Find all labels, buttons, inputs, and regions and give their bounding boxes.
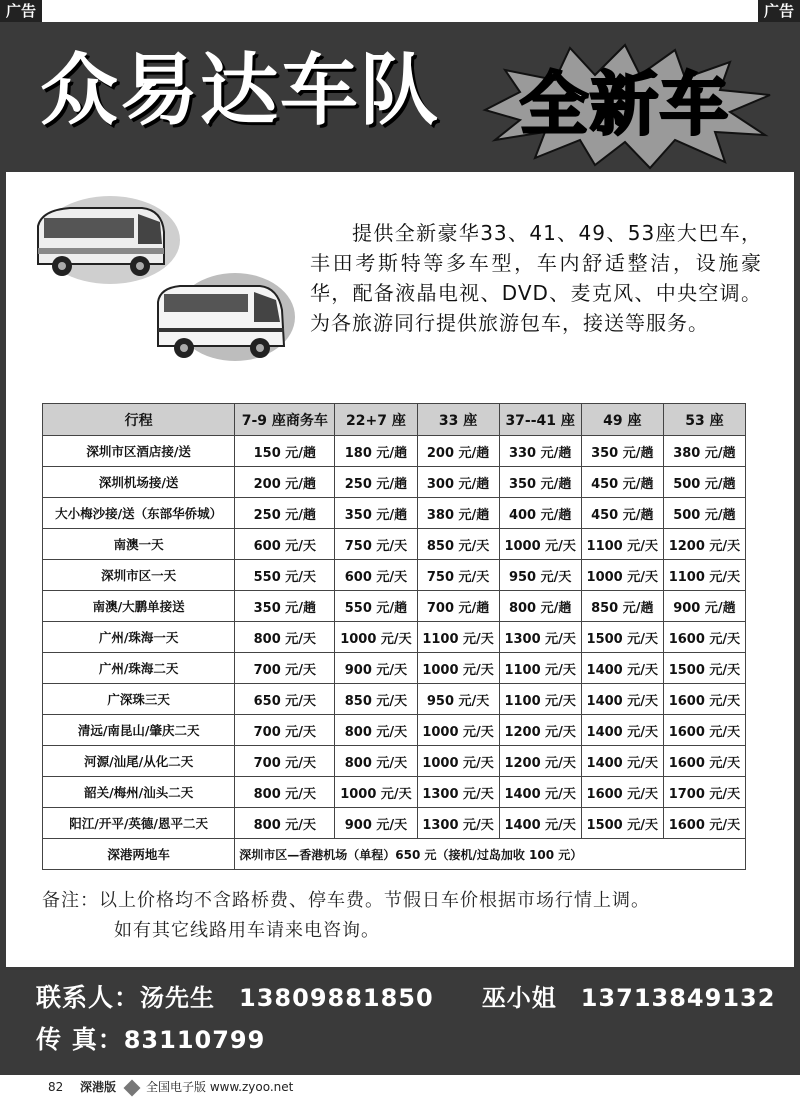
price-cell: 800 元/天 [335,715,417,746]
route-cell: 南澳一天 [43,529,235,560]
fax-row [36,1027,265,1052]
price-cell: 1600 元/天 [663,715,745,746]
contact-bar [0,967,800,1075]
ad-tag-left: 广告 [0,0,42,22]
price-cell: 1100 元/天 [581,529,663,560]
route-cell: 深圳市区一天 [43,560,235,591]
column-header: 33 座 [417,404,499,436]
company-title: 众易达车队 [40,45,441,136]
remark-line: 备注：以上价格均不含路桥费、停车费。节假日车价根据市场行情上调。 [42,890,650,911]
price-cell: 1500 元/天 [663,653,745,684]
table-row [43,436,746,467]
price-cell: 1600 元/天 [663,808,745,839]
price-cell: 500 元/趟 [663,498,745,529]
price-cell: 850 元/趟 [581,591,663,622]
page-number: 82 [48,1080,64,1094]
route-cell: 南澳/大鹏单接送 [43,591,235,622]
route-cell: 韶关/梅州/汕头二天 [43,777,235,808]
price-cell: 600 元/天 [335,560,417,591]
price-cell: 700 元/天 [235,715,335,746]
price-cell: 1100 元/天 [499,684,581,715]
table-row [43,467,746,498]
table-row [43,591,746,622]
price-cell: 1700 元/天 [663,777,745,808]
price-cell: 450 元/趟 [581,467,663,498]
contact-person: 汤先生 [140,984,216,1012]
route-cell: 广州/珠海一天 [43,622,235,653]
price-cell: 1000 元/天 [581,560,663,591]
price-cell: 500 元/趟 [663,467,745,498]
service-intro: 提供全新豪华33、41、49、53座大巴车，丰田考斯特等多车型，车内舒适整洁，设施豪华，配备液晶电视、DVD、麦克风、中央空调。为各旅游同行提供旅游包车，接送等服务。 [310,221,762,335]
price-cell: 1600 元/天 [581,777,663,808]
contact-label: 联系人： [36,983,141,1012]
remark-block [42,886,772,946]
phone-number[interactable]: 13713849132 [580,984,776,1012]
price-cell: 380 元/趟 [663,436,745,467]
new-car-badge: 全新车 [519,65,730,145]
price-cell: 800 元/趟 [499,591,581,622]
table-row [43,529,746,560]
price-cell: 800 元/天 [235,622,335,653]
price-cell: 1000 元/天 [417,746,499,777]
price-cell: 150 元/趟 [235,436,335,467]
route-cell: 清远/南昆山/肇庆二天 [43,715,235,746]
table-row [43,839,746,870]
price-cell: 700 元/趟 [417,591,499,622]
price-cell: 1000 元/天 [335,777,417,808]
price-table [42,403,746,870]
price-cell: 550 元/天 [235,560,335,591]
price-cell: 1200 元/天 [499,715,581,746]
edition-logo-icon [124,1080,141,1097]
price-cell: 400 元/趟 [499,498,581,529]
price-cell: 800 元/天 [235,777,335,808]
price-cell: 380 元/趟 [417,498,499,529]
route-cell: 河源/汕尾/从化二天 [43,746,235,777]
phone-number[interactable]: 13809881850 [239,984,434,1012]
route-cell: 阳江/开平/英德/恩平二天 [43,808,235,839]
price-cell: 1400 元/天 [499,777,581,808]
price-cell: 1300 元/天 [417,808,499,839]
price-cell: 1400 元/天 [581,715,663,746]
column-header: 37--41 座 [499,404,581,436]
starburst-icon [475,40,775,170]
price-cell: 950 元/天 [499,560,581,591]
price-cell: 1300 元/天 [499,622,581,653]
route-cell: 深圳机场接/送 [43,467,235,498]
price-cell: 600 元/天 [235,529,335,560]
edition-label: 深港版 [80,1080,117,1094]
price-cell: 1600 元/天 [663,622,745,653]
column-header: 7-9 座商务车 [235,404,335,436]
table-row [43,715,746,746]
price-cell: 350 元/趟 [235,591,335,622]
price-cell: 1000 元/天 [417,653,499,684]
route-cell: 广州/珠海二天 [43,653,235,684]
price-cell: 700 元/天 [235,746,335,777]
column-header: 行程 [43,404,235,436]
table-row [43,777,746,808]
price-cell: 350 元/趟 [499,467,581,498]
table-row [43,622,746,653]
price-cell: 700 元/天 [235,653,335,684]
price-cell: 1500 元/天 [581,808,663,839]
page-footer [0,1075,800,1100]
table-row [43,746,746,777]
hk-transfer-note: 深圳市区—香港机场（单程）650 元（接机/过岛加收 100 元） [235,839,746,870]
price-cell: 1600 元/天 [663,684,745,715]
price-cell: 1300 元/天 [417,777,499,808]
fax-number[interactable]: 83110799 [123,1026,266,1054]
price-cell: 1400 元/天 [581,746,663,777]
price-cell: 180 元/趟 [335,436,417,467]
price-cell: 450 元/趟 [581,498,663,529]
fax-label: 传 真： [36,1025,124,1054]
table-row [43,653,746,684]
price-cell: 950 元/天 [417,684,499,715]
price-cell: 550 元/趟 [335,591,417,622]
price-cell: 900 元/趟 [663,591,745,622]
contact-row [36,985,775,1010]
price-cell: 300 元/趟 [417,467,499,498]
route-cell: 深港两地车 [43,839,235,870]
price-cell: 1000 元/天 [335,622,417,653]
column-header: 22+7 座 [335,404,417,436]
coaster-photo-icon [150,272,295,371]
price-cell: 1400 元/天 [581,684,663,715]
price-cell: 900 元/天 [335,808,417,839]
table-row [43,684,746,715]
price-cell: 750 元/天 [417,560,499,591]
price-cell: 1100 元/天 [499,653,581,684]
price-cell: 1600 元/天 [663,746,745,777]
table-header-row [43,404,746,436]
price-cell: 1100 元/天 [417,622,499,653]
price-cell: 1200 元/天 [499,746,581,777]
remark-line: 如有其它线路用车请来电咨询。 [114,920,380,941]
price-cell: 1100 元/天 [663,560,745,591]
price-cell: 250 元/趟 [235,498,335,529]
route-cell: 深圳市区酒店接/送 [43,436,235,467]
price-cell: 250 元/趟 [335,467,417,498]
price-cell: 1400 元/天 [499,808,581,839]
price-cell: 650 元/天 [235,684,335,715]
price-cell: 800 元/天 [235,808,335,839]
price-cell: 350 元/趟 [335,498,417,529]
table-row [43,560,746,591]
price-cell: 330 元/趟 [499,436,581,467]
price-cell: 750 元/天 [335,529,417,560]
contact-person: 巫小姐 [481,984,557,1012]
route-cell: 大小梅沙接/送（东部华侨城） [43,498,235,529]
website-link[interactable]: 全国电子版 www.zyoo.net [146,1080,294,1094]
price-cell: 1000 元/天 [499,529,581,560]
price-cell: 1400 元/天 [581,653,663,684]
route-cell: 广深珠三天 [43,684,235,715]
column-header: 49 座 [581,404,663,436]
price-cell: 200 元/趟 [235,467,335,498]
ad-tag-right: 广告 [758,0,800,22]
header-banner [0,22,800,172]
price-cell: 800 元/天 [335,746,417,777]
table-row [43,808,746,839]
price-cell: 850 元/天 [417,529,499,560]
price-cell: 1500 元/天 [581,622,663,653]
price-cell: 900 元/天 [335,653,417,684]
price-cell: 200 元/趟 [417,436,499,467]
table-row [43,498,746,529]
column-header: 53 座 [663,404,745,436]
price-cell: 350 元/趟 [581,436,663,467]
price-cell: 1200 元/天 [663,529,745,560]
price-cell: 1000 元/天 [417,715,499,746]
price-cell: 850 元/天 [335,684,417,715]
